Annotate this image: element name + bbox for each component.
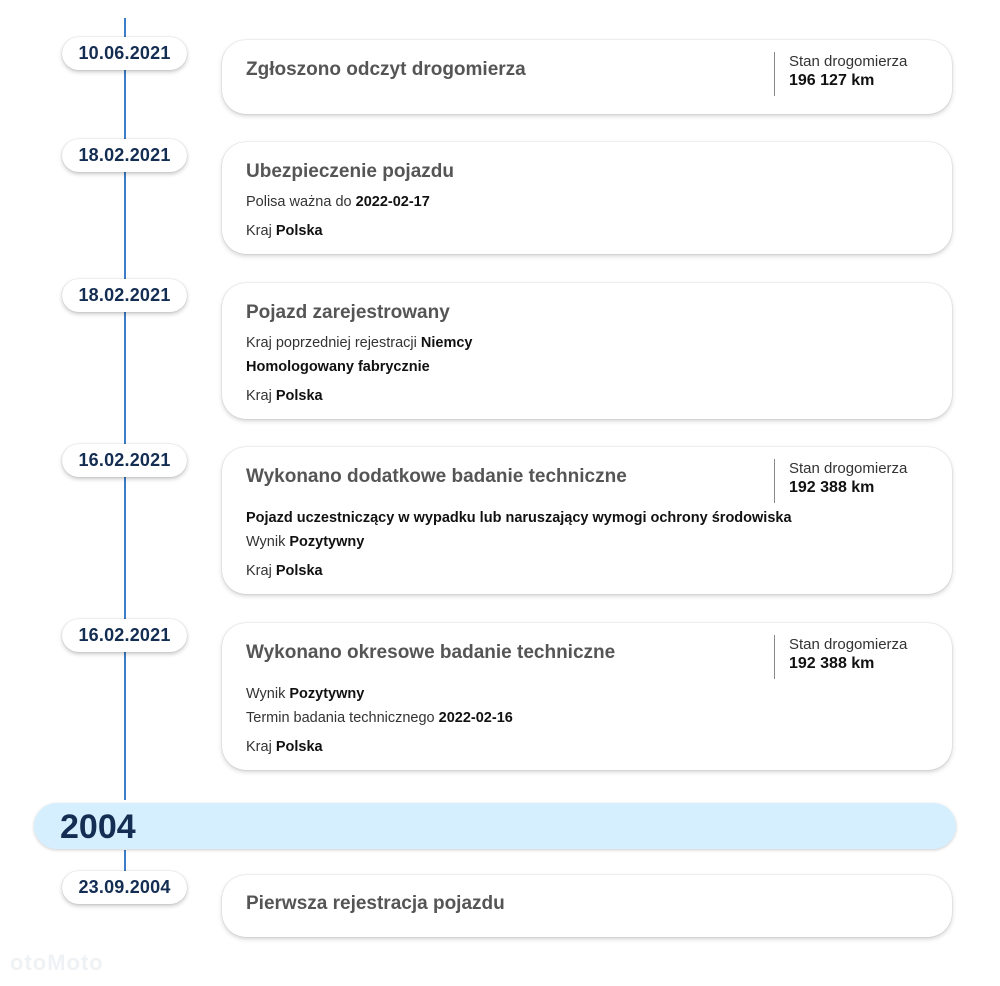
- timeline-event-card: [222, 142, 952, 254]
- timeline-event-card: [222, 40, 952, 114]
- detail-value: Polska: [275, 223, 323, 239]
- event-detail: [246, 739, 323, 755]
- event-date-badge: 16.02.2021: [62, 619, 187, 652]
- odometer-label: Stan drogomierza: [789, 53, 908, 70]
- event-title: Pierwsza rejestracja pojazdu: [246, 893, 505, 914]
- odometer-value: 192 388 km: [789, 479, 875, 496]
- odometer-value: 192 388 km: [789, 655, 875, 672]
- event-title: Zgłoszono odczyt drogomierza: [246, 59, 526, 80]
- odometer-reading: [774, 635, 907, 679]
- odometer-reading: [774, 459, 907, 503]
- event-date-badge: 23.09.2004: [62, 871, 187, 904]
- year-separator: [34, 803, 956, 849]
- detail-value: 2022-02-16: [438, 710, 513, 726]
- detail-label: Kraj: [246, 223, 272, 239]
- detail-value: Pozytywny: [289, 534, 365, 550]
- event-detail: [246, 510, 792, 526]
- event-detail: [246, 359, 430, 375]
- timeline-line: [124, 850, 126, 872]
- event-date-badge: 16.02.2021: [62, 444, 187, 477]
- detail-value: Pozytywny: [289, 686, 365, 702]
- event-title: Pojazd zarejestrowany: [246, 302, 450, 323]
- detail-value: Polska: [275, 739, 323, 755]
- event-title: Wykonano okresowe badanie techniczne: [246, 642, 616, 663]
- event-detail: [246, 710, 513, 726]
- detail-value: Polska: [275, 563, 323, 579]
- timeline-event-card: [222, 623, 952, 770]
- year-label: 2004: [60, 808, 136, 846]
- detail-value: 2022-02-17: [355, 194, 430, 210]
- event-detail: [246, 563, 323, 579]
- detail-value: Niemcy: [420, 335, 473, 351]
- detail-value: Homologowany fabrycznie: [246, 359, 430, 375]
- detail-label: Kraj: [246, 739, 272, 755]
- timeline-event-card: [222, 447, 952, 594]
- odometer-reading: [774, 52, 907, 96]
- event-date-badge: 18.02.2021: [62, 279, 187, 312]
- detail-label: Polisa ważna do: [246, 194, 352, 210]
- detail-label: Kraj poprzedniej rejestracji: [246, 335, 417, 351]
- event-detail: [246, 686, 364, 702]
- detail-value: Polska: [275, 388, 323, 404]
- event-title: Wykonano dodatkowe badanie techniczne: [246, 466, 627, 487]
- event-detail: [246, 223, 323, 239]
- detail-label: Termin badania technicznego: [246, 710, 435, 726]
- event-detail: [246, 335, 472, 351]
- odometer-value: 196 127 km: [789, 72, 875, 89]
- detail-value: Pojazd uczestniczący w wypadku lub naruszający wymogi ochrony środowiska: [246, 510, 792, 526]
- watermark-logo: otoMoto: [10, 950, 104, 975]
- timeline-event-card: [222, 875, 952, 937]
- detail-label: Kraj: [246, 563, 272, 579]
- odometer-label: Stan drogomierza: [789, 636, 908, 653]
- timeline-event-card: [222, 283, 952, 419]
- event-title: Ubezpieczenie pojazdu: [246, 161, 454, 182]
- event-date-badge: 10.06.2021: [62, 37, 187, 70]
- detail-label: Wynik: [246, 686, 286, 702]
- event-detail: [246, 388, 323, 404]
- event-date-badge: 18.02.2021: [62, 139, 187, 172]
- odometer-label: Stan drogomierza: [789, 460, 908, 477]
- event-detail: [246, 534, 364, 550]
- event-detail: [246, 194, 430, 210]
- detail-label: Kraj: [246, 388, 272, 404]
- detail-label: Wynik: [246, 534, 286, 550]
- timeline-line: [124, 18, 126, 800]
